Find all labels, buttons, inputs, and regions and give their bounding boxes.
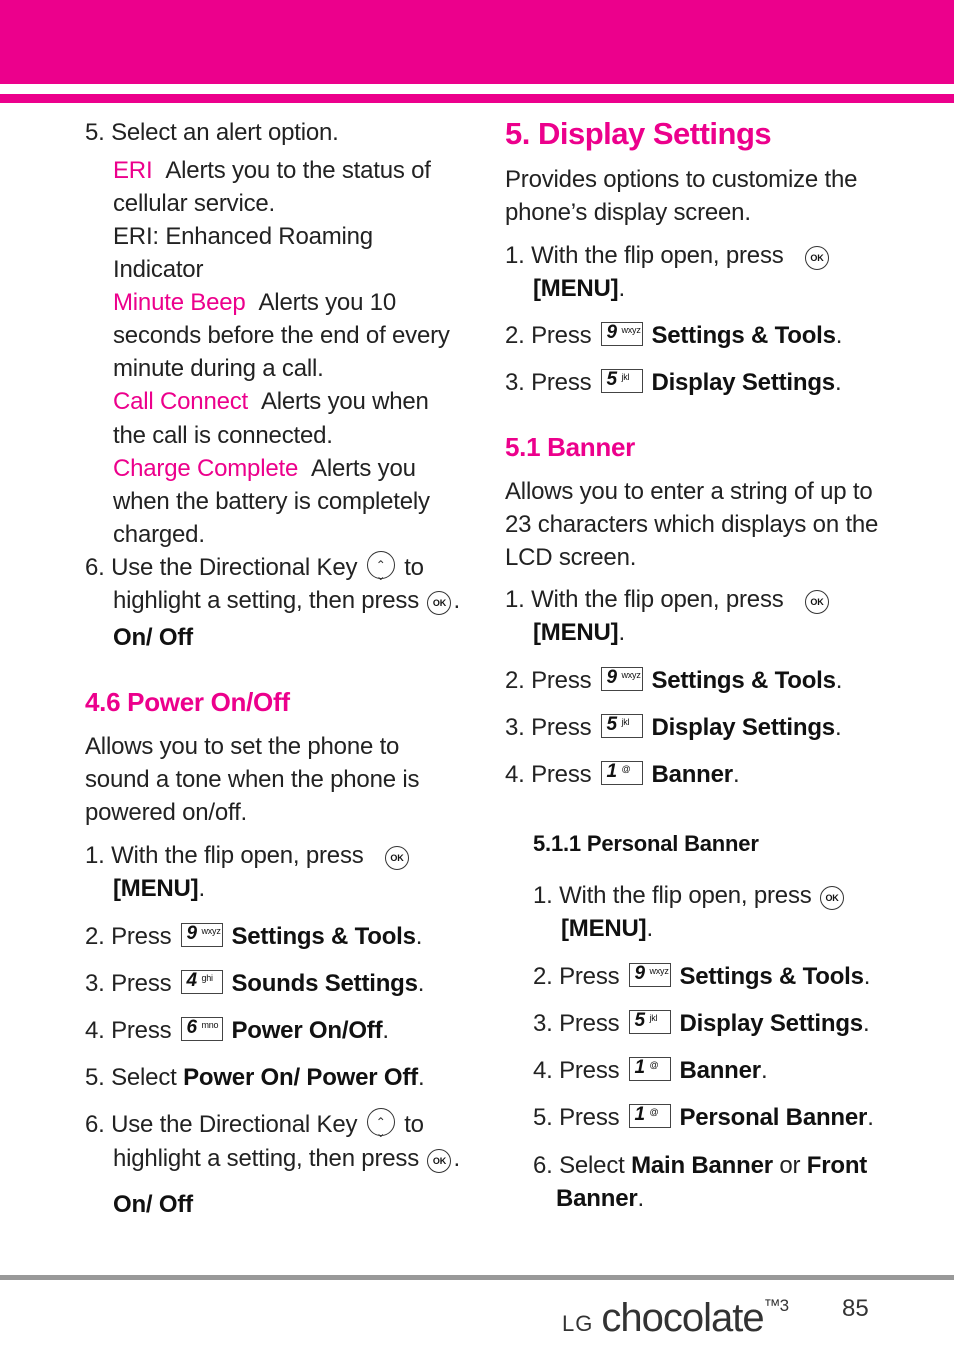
key-9-icon — [601, 322, 643, 346]
option-banner: Banner — [556, 1185, 638, 1212]
step-1-cont — [533, 272, 625, 305]
directional-key-icon — [367, 551, 395, 579]
option-eri — [113, 154, 431, 187]
menu-item-settings-tools: Settings & Tools — [651, 322, 836, 349]
punctuation: . — [453, 587, 460, 614]
step-6 — [85, 551, 424, 584]
menu-item-settings-tools: Settings & Tools — [651, 667, 836, 694]
step-text: 1. With the flip open, press — [505, 242, 784, 269]
body-text: 23 characters which displays on the — [505, 511, 879, 538]
key-1-icon — [629, 1057, 671, 1081]
step-3 — [533, 1007, 869, 1040]
subsection-heading-5-1-1: 5.1.1 Personal Banner — [533, 831, 759, 856]
key-letters: wxyz — [621, 670, 641, 680]
step-2 — [505, 319, 842, 352]
step-2 — [533, 960, 870, 993]
body-text: cellular service. — [113, 190, 275, 217]
body-text: Indicator — [113, 256, 204, 283]
step-text: highlight a setting, then press — [113, 1145, 419, 1172]
body-text: Allows you to set the phone to — [85, 733, 400, 760]
step-2 — [85, 920, 422, 953]
step-text: or — [779, 1152, 801, 1179]
logo-chocolate: chocolate — [601, 1296, 764, 1340]
menu-label: [MENU] — [561, 915, 647, 942]
punctuation: . — [382, 1017, 389, 1044]
body-text: phone’s display screen. — [505, 199, 751, 226]
key-digit: 6 — [186, 1017, 197, 1038]
step-6-cont — [556, 1182, 644, 1215]
step-5 — [85, 1061, 424, 1094]
punctuation: . — [415, 923, 423, 950]
ok-key-icon: OK — [427, 591, 451, 615]
key-digit: 5 — [606, 369, 617, 390]
step-text: 1. With the flip open, press — [505, 586, 784, 613]
key-letters: wxyz — [621, 325, 641, 335]
menu-label: [MENU] — [113, 875, 199, 902]
key-1-icon — [629, 1104, 671, 1128]
step-text: to — [404, 554, 424, 581]
punctuation: . — [453, 1145, 460, 1172]
menu-item-display-settings: Display Settings — [679, 1010, 863, 1037]
option-term: ERI — [113, 157, 153, 184]
body-text: sound a tone when the phone is — [85, 766, 420, 793]
body-text: LCD screen. — [505, 544, 637, 571]
punctuation: . — [863, 963, 871, 990]
key-letters: @ — [621, 764, 631, 774]
step-1 — [505, 583, 831, 616]
logo-model: 3 — [779, 1296, 789, 1315]
menu-item-display-settings: Display Settings — [651, 369, 835, 396]
step-4 — [85, 1014, 389, 1047]
header-bar — [0, 0, 954, 84]
key-letters: jkl — [621, 372, 630, 382]
body-text: minute during a call. — [113, 355, 324, 382]
step-1 — [505, 239, 831, 272]
logo-lg: LG — [562, 1311, 594, 1336]
punctuation: . — [862, 1010, 870, 1037]
step-text: 1. With the flip open, press — [533, 882, 812, 909]
key-9-icon — [629, 963, 671, 987]
key-5-icon — [629, 1010, 671, 1034]
step-1-cont — [113, 872, 205, 905]
ok-key-icon: OK — [805, 590, 829, 614]
key-9-icon — [181, 923, 223, 947]
menu-item-banner: Banner — [679, 1057, 761, 1084]
step-4 — [533, 1054, 767, 1087]
menu-item-settings-tools: Settings & Tools — [679, 963, 864, 990]
step-text: 2. Press — [505, 322, 592, 349]
key-letters: @ — [649, 1107, 659, 1117]
option-term: Minute Beep — [113, 289, 246, 316]
step-text: 6. Use the Directional Key — [85, 1111, 358, 1138]
ok-key-icon: OK — [427, 1149, 451, 1173]
ok-key-icon: OK — [805, 246, 829, 270]
step-text: 2. Press — [85, 923, 172, 950]
punctuation: . — [637, 1185, 644, 1212]
key-digit: 9 — [606, 667, 617, 688]
option-desc: Alerts you 10 — [258, 289, 396, 316]
power-options: Power On/ Power Off — [183, 1064, 418, 1091]
body-text: ERI: Enhanced Roaming — [113, 223, 373, 250]
option-term: Charge Complete — [113, 455, 299, 482]
step-1 — [533, 879, 846, 912]
punctuation: . — [834, 369, 842, 396]
section-heading-4-6: 4.6 Power On/Off — [85, 687, 290, 717]
option-main-banner: Main Banner — [631, 1152, 773, 1179]
body-text: the call is connected. — [113, 422, 333, 449]
option-call-connect — [113, 385, 429, 418]
punctuation: . — [834, 714, 842, 741]
key-4-icon — [181, 970, 223, 994]
step-3 — [505, 366, 841, 399]
key-5-icon — [601, 714, 643, 738]
key-letters: mno — [201, 1020, 219, 1030]
step-text: 3. Press — [533, 1010, 620, 1037]
key-letters: jkl — [621, 717, 630, 727]
step-1 — [85, 839, 411, 872]
menu-item-settings-tools: Settings & Tools — [231, 923, 416, 950]
option-minute-beep — [113, 286, 396, 319]
punctuation: . — [618, 275, 625, 302]
step-text: 1. With the flip open, press — [85, 842, 364, 869]
option-front: Front — [806, 1152, 868, 1179]
step-text: 4. Press — [85, 1017, 172, 1044]
option-desc: Alerts you — [311, 455, 416, 482]
key-letters: wxyz — [649, 966, 669, 976]
body-text: Allows you to enter a string of up to — [505, 478, 873, 505]
on-off-label: On/ Off — [113, 624, 193, 651]
page-number: 85 — [842, 1295, 869, 1322]
menu-label: [MENU] — [533, 619, 619, 646]
step-5 — [533, 1101, 874, 1134]
punctuation: . — [732, 761, 740, 788]
step-6-cont — [113, 584, 460, 617]
ok-key-icon: OK — [820, 886, 844, 910]
body-text: when the battery is completely — [113, 488, 430, 515]
body-text: powered on/off. — [85, 799, 248, 826]
body-text: seconds before the end of every — [113, 322, 450, 349]
step-text: 3. Press — [85, 970, 172, 997]
menu-item-banner: Banner — [651, 761, 733, 788]
option-term: Call Connect — [113, 388, 249, 415]
key-digit: 9 — [634, 963, 645, 984]
key-digit: 5 — [634, 1010, 645, 1031]
punctuation: . — [618, 619, 625, 646]
punctuation: . — [417, 1064, 425, 1091]
step-1-cont — [561, 912, 653, 945]
punctuation: . — [198, 875, 205, 902]
step-text: highlight a setting, then press — [113, 587, 419, 614]
menu-item-display-settings: Display Settings — [651, 714, 835, 741]
step-1-cont — [533, 616, 625, 649]
option-desc: Alerts you to the status of — [165, 157, 431, 184]
key-6-icon — [181, 1017, 223, 1041]
punctuation: . — [835, 322, 843, 349]
key-digit: 1 — [606, 761, 617, 782]
key-digit: 9 — [186, 923, 197, 944]
body-text: charged. — [113, 521, 205, 548]
step-text: 6. Use the Directional Key — [85, 554, 358, 581]
step-text: 4. Press — [505, 761, 592, 788]
menu-label: [MENU] — [533, 275, 619, 302]
logo-tm: ™ — [763, 1296, 780, 1315]
key-letters: ghi — [201, 973, 213, 983]
key-digit: 9 — [606, 322, 617, 343]
ok-key-icon: OK — [385, 846, 409, 870]
key-5-icon — [601, 369, 643, 393]
section-heading-5: 5. Display Settings — [505, 116, 772, 151]
key-digit: 1 — [634, 1104, 645, 1125]
directional-key-icon — [367, 1108, 395, 1136]
step-text: 5. Select — [85, 1064, 177, 1091]
footer-rule — [0, 1275, 954, 1280]
option-desc: Alerts you when — [260, 388, 429, 415]
section-heading-5-1: 5.1 Banner — [505, 432, 635, 462]
step-text: 5. Select an alert option. — [85, 119, 339, 146]
step-4 — [505, 758, 739, 791]
step-3 — [85, 967, 424, 1000]
option-charge-complete — [113, 452, 416, 485]
punctuation: . — [417, 970, 425, 997]
key-letters: @ — [649, 1060, 659, 1070]
menu-item-power-onoff: Power On/Off — [231, 1017, 383, 1044]
key-digit: 1 — [634, 1057, 645, 1078]
step-text: 2. Press — [533, 963, 620, 990]
step-3 — [505, 711, 841, 744]
on-off-label: On/ Off — [113, 1191, 193, 1218]
step-text: 3. Press — [505, 369, 592, 396]
key-9-icon — [601, 667, 643, 691]
key-1-icon — [601, 761, 643, 785]
step-6 — [533, 1149, 867, 1182]
key-digit: 4 — [186, 970, 197, 991]
step-text: to — [404, 1111, 424, 1138]
step-text: 5. Press — [533, 1104, 620, 1131]
menu-item-sounds-settings: Sounds Settings — [231, 970, 418, 997]
punctuation: . — [835, 667, 843, 694]
step-2 — [505, 664, 842, 697]
punctuation: . — [646, 915, 653, 942]
step-text: 4. Press — [533, 1057, 620, 1084]
punctuation: . — [760, 1057, 768, 1084]
header-rule — [0, 94, 954, 103]
key-digit: 5 — [606, 714, 617, 735]
brand-logo — [562, 1282, 788, 1348]
key-letters: wxyz — [201, 926, 221, 936]
menu-item-personal-banner: Personal Banner — [679, 1104, 868, 1131]
step-text: 3. Press — [505, 714, 592, 741]
step-6b — [85, 1108, 424, 1141]
step-text: 2. Press — [505, 667, 592, 694]
key-letters: jkl — [649, 1013, 658, 1023]
punctuation: . — [867, 1104, 874, 1131]
body-text: Provides options to customize the — [505, 166, 858, 193]
step-6b-cont — [113, 1142, 460, 1175]
step-text: 6. Select — [533, 1152, 625, 1179]
